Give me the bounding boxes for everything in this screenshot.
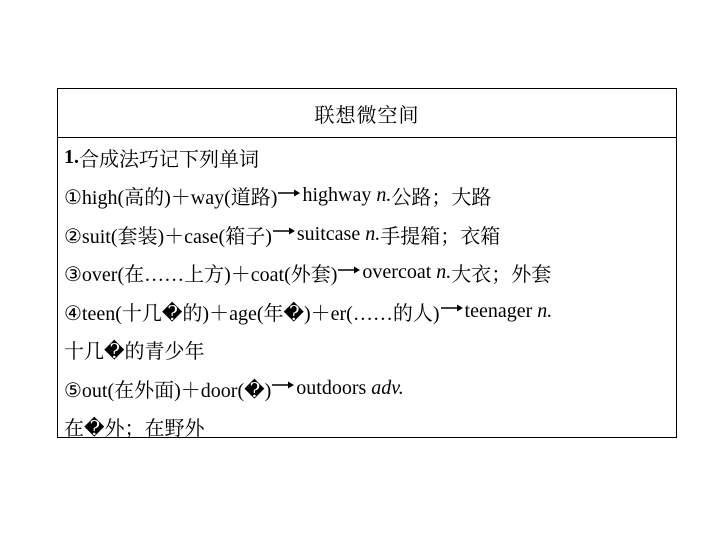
part-of-speech: n. (537, 299, 553, 322)
compound-word: outdoors (296, 376, 367, 399)
word-meaning: 手提箱；衣箱 (380, 225, 501, 248)
word-entry (64, 254, 672, 293)
compound-word: suitcase (296, 222, 361, 245)
section-heading-text: 合成法巧记下列单词 (79, 148, 259, 171)
word-formula: ④teen(十几�的)＋age(年�)＋er(……的人) (64, 302, 440, 325)
word-entry (64, 369, 672, 408)
word-entry-continuation (64, 331, 672, 370)
word-entry-continuation (64, 408, 672, 447)
word-entry (64, 177, 672, 216)
part-of-speech: n. (376, 184, 392, 207)
part-of-speech: n. (365, 222, 381, 245)
section-number: 1. (64, 145, 79, 168)
word-meaning: 在�外；在野外 (64, 418, 205, 441)
word-entry (64, 215, 672, 254)
arrow-icon (338, 265, 360, 275)
arrow-icon (272, 380, 294, 390)
compound-word: highway (302, 184, 372, 207)
word-entry (64, 292, 672, 331)
arrow-icon (441, 303, 463, 313)
arrow-icon (273, 226, 295, 236)
word-formula: ①high(高的)＋way(道路) (64, 187, 278, 210)
word-meaning: 公路；大路 (391, 187, 492, 210)
word-formula: ②suit(套装)＋case(箱子) (64, 225, 272, 248)
panel-title: 联想微空间 (58, 89, 676, 138)
vocabulary-panel (57, 88, 677, 441)
compound-word: teenager (464, 299, 533, 322)
word-formula: ③over(在……上方)＋coat(外套) (64, 264, 338, 287)
compound-word: overcoat (362, 261, 432, 284)
arrow-icon (278, 188, 300, 198)
section-heading (64, 138, 672, 177)
part-of-speech: adv. (371, 376, 404, 399)
word-meaning: 大衣；外套 (451, 264, 552, 287)
word-formula: ⑤out(在外面)＋door(�) (64, 379, 272, 402)
panel-body (64, 138, 672, 446)
part-of-speech: n. (436, 261, 452, 284)
word-meaning: 十几�的青少年 (64, 341, 205, 364)
